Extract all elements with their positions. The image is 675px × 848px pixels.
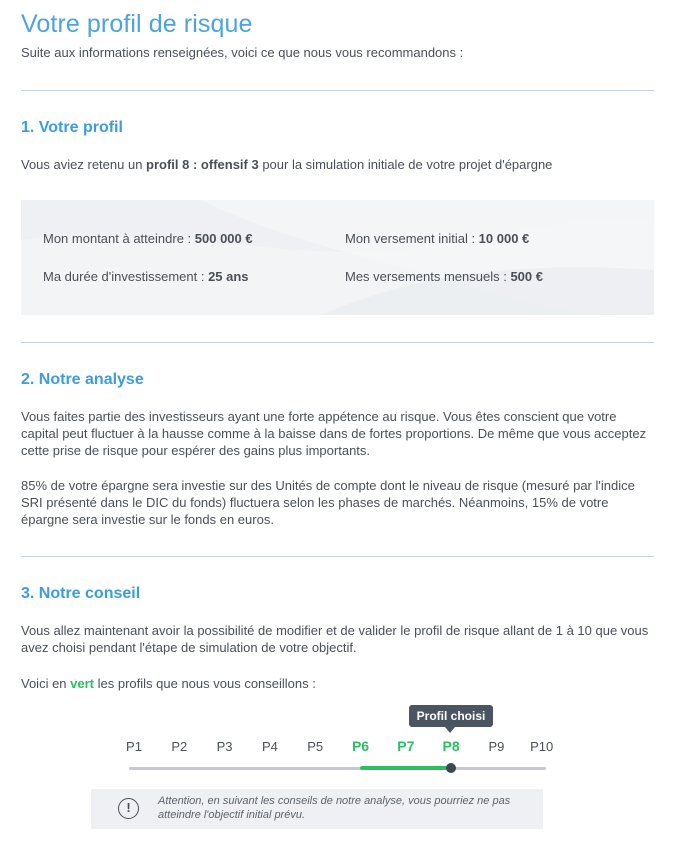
warning-box (91, 789, 543, 829)
slider-thumb[interactable] (446, 763, 456, 773)
profile-label-p2[interactable]: P2 (171, 739, 188, 754)
profile-label-p9[interactable]: P9 (488, 739, 505, 754)
profile-label-p5[interactable]: P5 (307, 739, 324, 754)
slider-recommended-range (360, 766, 452, 770)
page-subtitle: Suite aux informations renseignées, voici ce que nous vous recommandons : (21, 45, 464, 60)
profile-intro (21, 156, 654, 173)
page-title: Votre profil de risque (21, 10, 253, 38)
chosen-profile-tooltip: Profil choisi (409, 705, 493, 727)
profile-intro-prefix: Vous aviez retenu un (21, 157, 147, 172)
analysis-paragraph-2: 85% de votre épargne sera investie sur des Unités de compte dont le niveau de risque (mesuré par l'indice SRI présenté dans le DIC du fonds) fluctuera selon les phases de marchés. Néanmoins, 15% de votre épargne sera investie sur le fonds en euros. (21, 478, 635, 527)
monthly-payments (345, 269, 543, 284)
investment-duration-label: Ma durée d'investissement : (43, 269, 209, 284)
profile-label-p3[interactable]: P3 (216, 739, 233, 754)
section-title-profile: 1. Votre profil (21, 119, 123, 136)
background-waves (21, 200, 654, 315)
divider (21, 342, 654, 343)
profile-label-p10[interactable]: P10 (530, 739, 554, 754)
risk-profile-slider[interactable] (21, 700, 654, 790)
advice-paragraph: Vous allez maintenant avoir la possibilité de modifier et de valider le profil de risque allant de 1 à 10 que vous avez choisi pendant l'étape de simulation de votre objectif. (21, 623, 649, 655)
target-amount (43, 231, 253, 246)
investment-duration (43, 269, 249, 284)
reco-prefix: Voici en (21, 676, 71, 691)
profile-label-p8[interactable]: P8 (442, 738, 460, 754)
section-title-analysis: 2. Notre analyse (21, 371, 144, 388)
slider-track[interactable] (129, 767, 546, 770)
section-title-advice: 3. Notre conseil (21, 585, 141, 602)
target-amount-label: Mon montant à atteindre : (43, 231, 195, 246)
simulation-summary-box (21, 200, 654, 315)
profile-label-p7[interactable]: P7 (397, 738, 415, 754)
monthly-payments-value: 500 € (510, 269, 543, 284)
analysis-paragraph-1: Vous faites partie des investisseurs ayant une forte appétence au risque. Vous êtes conscient que votre capital peut fluctuer à la hausse comme à la baisse dans de fortes proportions. De même que vous acceptez cette prise de risque pour espérer des gains plus importants. (21, 409, 647, 458)
initial-payment-label: Mon versement initial : (345, 231, 479, 246)
divider (21, 556, 654, 557)
reco-green-word: vert (70, 676, 95, 691)
divider (21, 90, 654, 91)
initial-payment-value: 10 000 € (478, 231, 530, 246)
profile-label-p6[interactable]: P6 (351, 738, 370, 754)
profile-name: profil 8 : offensif 3 (146, 157, 259, 172)
tooltip-arrow (445, 727, 455, 733)
profile-intro-suffix: pour la simulation initiale de votre projet d'épargne (258, 157, 553, 172)
monthly-payments-label: Mes versements mensuels : (345, 269, 511, 284)
exclamation-circle-icon: ! (118, 798, 139, 819)
reco-suffix: les profils que nous vous conseillons : (94, 676, 316, 691)
target-amount-value: 500 000 € (194, 231, 253, 246)
warning-text: Attention, en suivant les conseils de notre analyse, vous pourriez ne pas atteindre l'objectif initial prévu. (158, 795, 511, 821)
profile-label-p4[interactable]: P4 (261, 739, 278, 754)
recommendation-line (21, 675, 654, 692)
investment-duration-value: 25 ans (208, 269, 249, 284)
profile-label-p1[interactable]: P1 (126, 739, 142, 754)
initial-payment (345, 231, 529, 246)
